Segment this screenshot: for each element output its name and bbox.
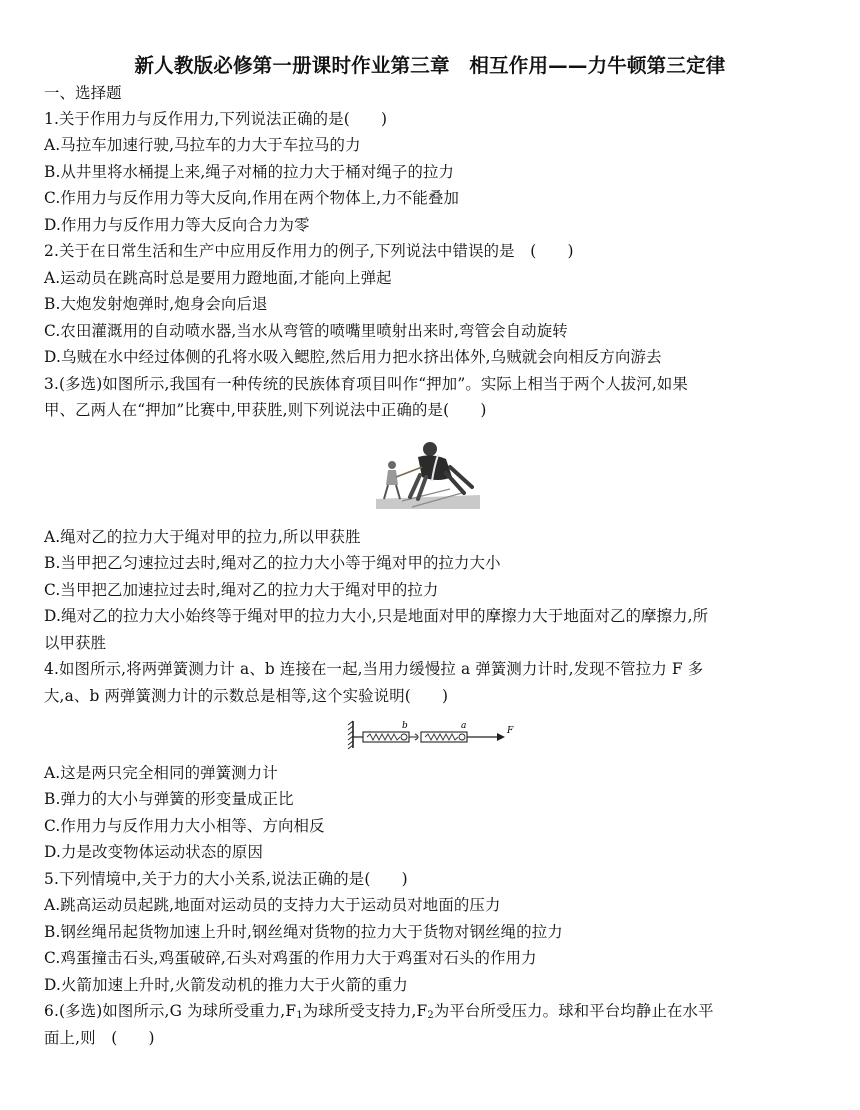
q6-stem-part3: 为平台所受压力。球和平台均静止在水平: [433, 1002, 714, 1020]
q3-stem-line2: 甲、乙两人在“押加”比赛中,甲获胜,则下列说法中正确的是( ): [44, 401, 487, 419]
q3-option-c: C.当甲把乙加速拉过去时,绳对乙的拉力大于绳对甲的拉力: [44, 581, 439, 599]
q2-option-a: A.运动员在跳高时总是要用力蹬地面,才能向上弹起: [44, 269, 392, 287]
section-heading: 一、选择题: [44, 84, 122, 102]
q1-option-c: C.作用力与反作用力等大反向,作用在两个物体上,力不能叠加: [44, 189, 460, 207]
q5-stem: 5.下列情境中,关于力的大小关系,说法正确的是( ): [44, 870, 408, 888]
q6-stem-line2: 面上,则 ( ): [44, 1029, 155, 1047]
force-f-label: F: [507, 726, 514, 736]
q5-option-c: C.鸡蛋撞击石头,鸡蛋破碎,石头对鸡蛋的作用力大于鸡蛋对石头的作用力: [44, 949, 537, 967]
q1-option-a: A.马拉车加速行驶,马拉车的力大于车拉马的力: [44, 136, 361, 154]
q5-option-b: B.钢丝绳吊起货物加速上升时,钢丝绳对货物的拉力大于货物对钢丝绳的拉力: [44, 923, 563, 941]
q6-sub2: 2: [427, 1010, 434, 1021]
q1-option-b: B.从井里将水桶提上来,绳子对桶的拉力大于桶对绳子的拉力: [44, 163, 455, 181]
q1-option-d: D.作用力与反作用力等大反向合力为零: [44, 216, 310, 234]
q5-option-a: A.跳高运动员起跳,地面对运动员的支持力大于运动员对地面的压力: [44, 896, 501, 914]
q3-stem-line1: 3.(多选)如图所示,我国有一种传统的民族体育项目叫作“押加”。实际上相当于两个人拔河,如果: [44, 375, 688, 393]
q2-option-d: D.乌贼在水中经过体侧的孔将水吸入鳃腔,然后用力把水挤出体外,乌贼就会向相反方向游去: [44, 348, 662, 366]
scale-a-label: a: [461, 721, 467, 731]
q6-stem-line1: [44, 1001, 714, 1026]
q4-stem-line1: 4.如图所示,将两弹簧测力计 a、b 连接在一起,当用力缓慢拉 a 弹簧测力计时,发现不管拉力 F 多: [44, 660, 704, 678]
q4-stem-line2: 大,a、b 两弹簧测力计的示数总是相等,这个实验说明( ): [44, 687, 449, 705]
q4-option-d: D.力是改变物体运动状态的原因: [44, 843, 264, 861]
q2-option-c: C.农田灌溉用的自动喷水器,当水从弯管的喷嘴里喷射出来时,弯管会自动旋转: [44, 322, 568, 340]
q3-option-d-line2: 以甲获胜: [44, 634, 107, 652]
q2-stem: 2.关于在日常生活和生产中应用反作用力的例子,下列说法中错误的是 ( ): [44, 242, 574, 260]
q4-option-c: C.作用力与反作用力大小相等、方向相反: [44, 817, 325, 835]
q4-option-a: A.这是两只完全相同的弹簧测力计: [44, 764, 278, 782]
q3-option-b: B.当甲把乙匀速拉过去时,绳对乙的拉力大小等于绳对甲的拉力大小: [44, 554, 501, 572]
q1-stem: 1.关于作用力与反作用力,下列说法正确的是( ): [44, 110, 388, 128]
page-title: 新人教版必修第一册课时作业第三章 相互作用——力牛顿第三定律: [134, 54, 726, 77]
q6-stem-part1: 6.(多选)如图所示,G 为球所受重力,F: [44, 1002, 297, 1020]
yajia-tug-of-war-photo: [372, 437, 484, 511]
scale-b-label: b: [402, 721, 408, 731]
q2-option-b: B.大炮发射炮弹时,炮身会向后退: [44, 295, 268, 313]
q5-option-d: D.火箭加速上升时,火箭发动机的推力大于火箭的重力: [44, 976, 408, 994]
q6-stem-part2: 为球所受支持力,F: [302, 1002, 428, 1020]
q3-option-a: A.绳对乙的拉力大于绳对甲的拉力,所以甲获胜: [44, 528, 361, 546]
q3-option-d-line1: D.绳对乙的拉力大小始终等于绳对甲的拉力大小,只是地面对甲的摩擦力大于地面对乙的摩擦力,所: [44, 607, 709, 625]
spring-scales-diagram: [347, 717, 517, 751]
q4-option-b: B.弹力的大小与弹簧的形变量成正比: [44, 790, 294, 808]
q6-sub1: 1: [296, 1010, 303, 1021]
